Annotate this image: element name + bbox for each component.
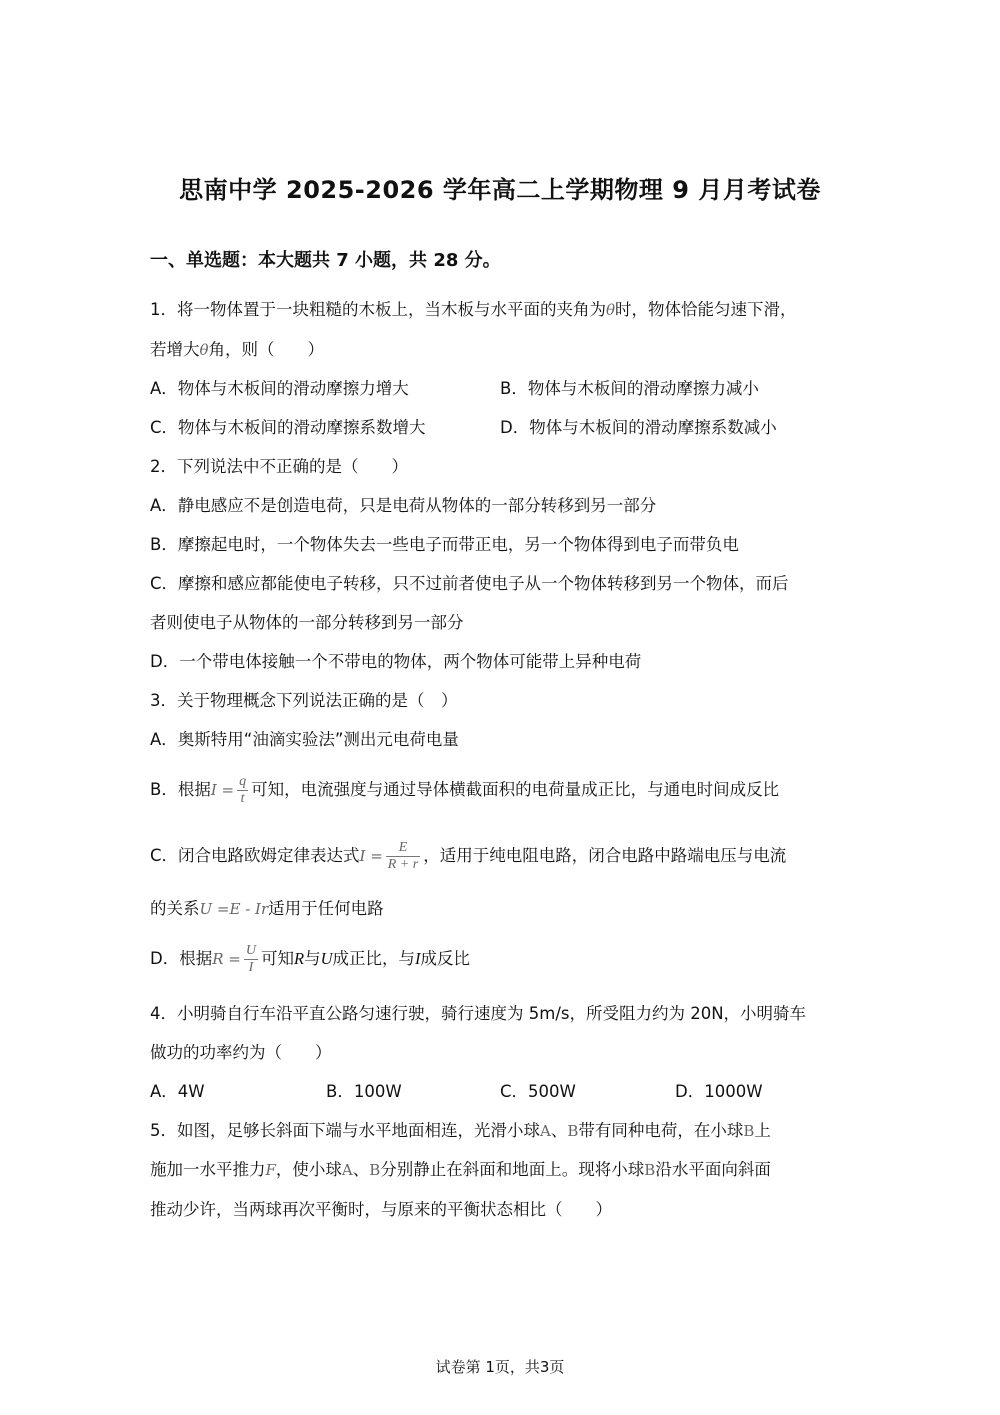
q2-option-b: B．摩擦起电时，一个物体失去一些电子而带正电，另一个物体得到电子而带负电 — [150, 535, 739, 554]
formula-lhs: I = — [359, 847, 383, 865]
q2-option-d: D．一个带电体接触一个不带电的物体，两个物体可能带上异种电荷 — [150, 652, 642, 671]
theta-symbol: θ — [606, 301, 616, 319]
q2-option-c-line1: C．摩擦和感应都能使电子转移，只不过前者使电子从一个物体转移到另一个物体，而后 — [150, 574, 789, 593]
fraction-q-over-t: $\frac{q}{t}$ — [239, 774, 247, 806]
q5-stem-line3: 推动少许，当两球再次平衡时，与原来的平衡状态相比（ ） — [150, 1200, 612, 1219]
q4-option-c: C．500W — [500, 1082, 576, 1101]
fraction-u-over-i: $\frac{U}{I}$ — [245, 943, 256, 975]
q1-stem-line2: 若增大θ角，则（ ） — [150, 340, 325, 359]
q2-option-c-line2: 者则使电子从物体的一部分转移到另一部分 — [150, 613, 464, 632]
q3-option-d: D．根据R = $\frac{U}{I}$ 可知R与U成正比，与I成反比 — [150, 943, 470, 975]
formula-lhs: R = — [212, 950, 241, 968]
section-heading: 一、单选题：本大题共 7 小题，共 28 分。 — [150, 250, 501, 271]
q3-option-c-line2: 的关系U =E - Ir适用于任何电路 — [150, 899, 384, 918]
q4-stem-line1: 4．小明骑自行车沿平直公路匀速行驶，骑行速度为 5m/s，所受阻力约为 20N，小明骑车 — [150, 1004, 807, 1023]
q5-stem-line1: 5．如图，足够长斜面下端与水平地面相连，光滑小球A、B带有同种电荷，在小球B上 — [150, 1121, 771, 1140]
fraction-e-over-r-plus-r: $\frac{E}{R + r}$ — [387, 840, 419, 872]
q4-option-a: A．4W — [150, 1082, 205, 1101]
q3-stem: 3．关于物理概念下列说法正确的是（ ） — [150, 691, 458, 710]
page-footer: 试卷第 1页，共3页 — [435, 1358, 565, 1376]
q1-option-b: B．物体与木板间的滑动摩擦力减小 — [500, 379, 759, 398]
q4-option-d: D．1000W — [675, 1082, 763, 1101]
theta-symbol: θ — [199, 341, 209, 359]
q1-option-c: C．物体与木板间的滑动摩擦系数增大 — [150, 418, 426, 437]
q3-option-a: A．奥斯特用“油滴实验法”测出元电荷电量 — [150, 730, 459, 749]
q3-option-b: B．根据I = $\frac{q}{t}$ 可知，电流强度与通过导体横截面积的电荷量成正比，与通电时间成反比 — [150, 774, 780, 806]
q1-option-a: A．物体与木板间的滑动摩擦力增大 — [150, 379, 409, 398]
q2-stem: 2．下列说法中不正确的是（ ） — [150, 457, 408, 476]
q1-option-d: D．物体与木板间的滑动摩擦系数减小 — [500, 418, 777, 437]
q1-stem-line1: 1．将一物体置于一块粗糙的木板上，当木板与水平面的夹角为θ时，物体恰能匀速下滑， — [150, 300, 797, 319]
formula-lhs: I = — [210, 781, 235, 799]
q5-stem-line2: 施加一水平推力F，使小球A、B分别静止在斜面和地面上。现将小球B沿水平面向斜面 — [150, 1160, 771, 1179]
formula-u-e-ir: U =E - Ir — [199, 900, 269, 918]
q3-option-c-line1: C．闭合电路欧姆定律表达式I = $\frac{E}{R + r}$ ，适用于纯电阻电路，闭合电路中路端电压与电流 — [150, 840, 787, 872]
exam-title: 思南中学 2025-2026 学年高二上学期物理 9 月月考试卷 — [179, 176, 821, 204]
q4-option-b: B．100W — [326, 1082, 402, 1101]
q2-option-a: A．静电感应不是创造电荷，只是电荷从物体的一部分转移到另一部分 — [150, 496, 657, 515]
q4-stem-line2: 做功的功率约为（ ） — [150, 1043, 332, 1062]
